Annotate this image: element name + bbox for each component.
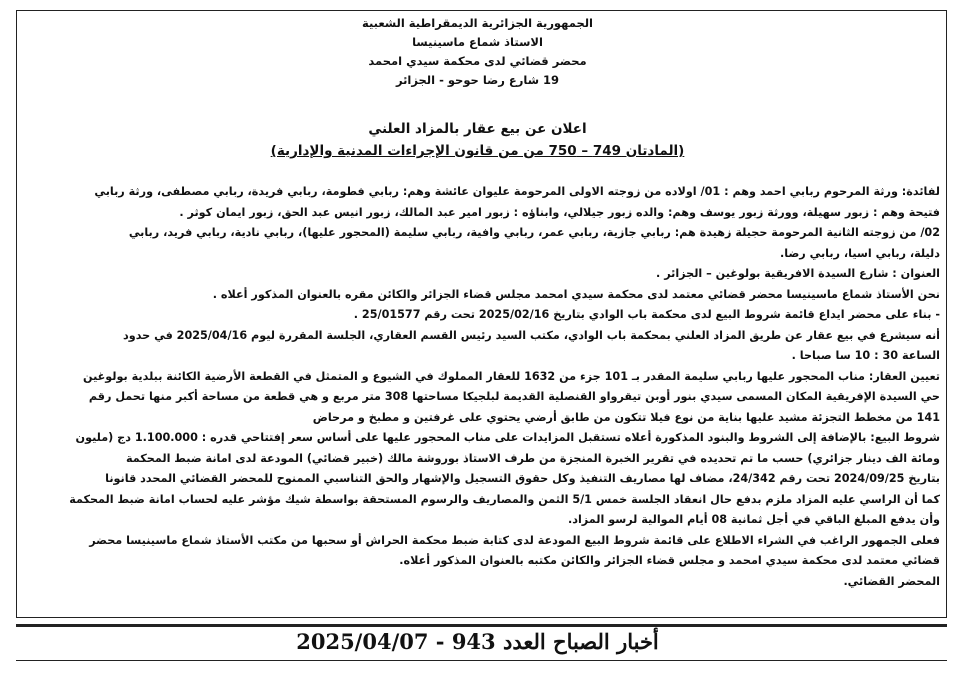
body-line: 141 من مخطط التجزئة مشيد عليها بناية من نوع فيلا تتكون من طابق أرضي يحتوي على غرفتين و مطبخ و مرحاض <box>312 410 940 424</box>
body-line: الساعة 30 : 10 سا صباحا . <box>791 349 940 362</box>
announcement-subtitle: (المادتان 749 – 750 من من قانون الإجراءات المدنية والإدارية) <box>270 143 685 159</box>
header-line: الاستاذ شماع ماسينيسا <box>412 35 543 49</box>
announcement-title: اعلان عن بيع عقار بالمزاد العلني <box>368 121 587 137</box>
body-line: بتاريخ 2024/09/25 تحت رقم 24/342، مضاف لها مصاريف التنفيذ وكل حقوق التسجيل والإشهار والحق التناسبي الممنوح للمحضر القضائي المحدد قانونا <box>105 472 940 485</box>
body-line: قضائي معتمد لدى محكمة سيدي امحمد و مجلس قضاء الجزائر والكائن مكتبه بالعنوان المذكور أعلاه. <box>399 554 940 567</box>
body-line: نحن الأستاذ شماع ماسينيسا محضر قضائي معتمد لدى محكمة سيدي امحمد مجلس قضاء الجزائر والكائن مقره بالعنوان المذكور أعلاه . <box>212 287 940 301</box>
body-line: فعلى الجمهور الراغب في الشراء الاطلاع على قائمة شروط البيع المودعة لدى كتابة ضبط محكمة الحراش أو سحبها من مكتب الأستاذ شماع ماسينيسا محضر <box>89 533 940 547</box>
title-block <box>0 118 955 162</box>
header-line: 19 شارع رضا حوحو - الجزائر <box>395 73 560 87</box>
footer-bottom-rule <box>16 660 947 661</box>
body-line: العنوان : شارع السيدة الافريقية بولوغين – الجزائر . <box>656 267 940 280</box>
header-line: الجمهورية الجزائرية الديمقراطية الشعبية <box>361 16 593 30</box>
header-line: محضر قضائي لدى محكمة سيدي امحمد <box>368 54 587 68</box>
header-block <box>0 14 955 90</box>
body-line: دليلة، ربابي اسيا، ربابي رضا. <box>780 246 940 260</box>
body-line: فتيحة وهم : زبور سهيلة، وورثة زبور يوسف وهم: والده زبور جيلالي، وابناؤه : زبور امير عبد المالك، زبور انيس عبد الحق، زبور ايمان كوثر . <box>179 205 940 219</box>
body-line: كما أن الراسي عليه المزاد ملزم بدفع حال انعقاد الجلسة خمس 5/1 الثمن والمصاريف والرسوم المستحقة بواسطة شيك مؤشر عليه لحساب امانة ضبط المحكمة <box>69 492 940 506</box>
body-line: تعيين العقار: مناب المحجور عليها ربابي سليمة المقدر بـ 101 جزء من 1632 للعقار المملوك في الشيوع و المتمثل في القطعة الأرضية الكائنة ببلدية بولوغين <box>83 369 940 383</box>
body-line: - بناء على محضر ايداع قائمة شروط البيع لدى محكمة باب الوادي بتاريخ 2025/02/16 تحت رقم 25/01577 . <box>353 308 940 321</box>
body-line: وأن يدفع المبلغ الباقي في أجل ثمانية 08 أيام الموالية لرسو المزاد. <box>567 513 940 526</box>
body-line: 02/ من زوجته الثانية المرحومة حجيلة زهيدة هم: ربابي جازية، ربابي عمر، ربابي وافية، ربابي سليمة (المحجور عليها)، ربابي نادية، ربابي فريد، ربابي <box>128 226 940 239</box>
body-line: أنه سيشرع في بيع عقار عن طريق المزاد العلني بمحكمة باب الوادي، مكتب السيد رئيس القسم العقاري، الجلسة المقررة ليوم 2025/04/16 في حدود <box>123 328 940 342</box>
signature-line: المحضر القضائي. <box>843 574 940 588</box>
body-line: حي السيدة الإفريقية المكان المسمى سيدي بنور أوبن تيقرواو القنصلية القديمة لبلجيكا مساحتها 308 متر مربع و هي قطعة من مساحة أكبر منها تحمل رقم <box>88 390 940 403</box>
body-line: شروط البيع: بالإضافة إلى الشروط والبنود المذكورة أعلاه تستقبل المزايدات على مناب المحجور عليها على أساس سعر إفتتاحي قدره : 1.100.000 دج (مليون <box>75 431 940 444</box>
announcement-body <box>20 182 940 592</box>
body-line: ومائة الف دينار جزائري) حسب ما تم تحديده في تقرير الخبرة المنجزة من طرف الاستاذ بوروشة مالك (خبير قضائي) المودعة لدى امانة ضبط المحكمة <box>126 451 940 465</box>
newspaper-footer: أخبار الصباح العدد 943 - 2025/04/07 <box>296 629 659 654</box>
body-line: لفائدة: ورثة المرحوم ربابي احمد وهم : 01/ اولاده من زوجته الاولى المرحومة عليوان عائشة وهم: ربابي فطومة، ربابي فريدة، ربابي مصطفى، ورثة ربابي <box>94 185 940 198</box>
